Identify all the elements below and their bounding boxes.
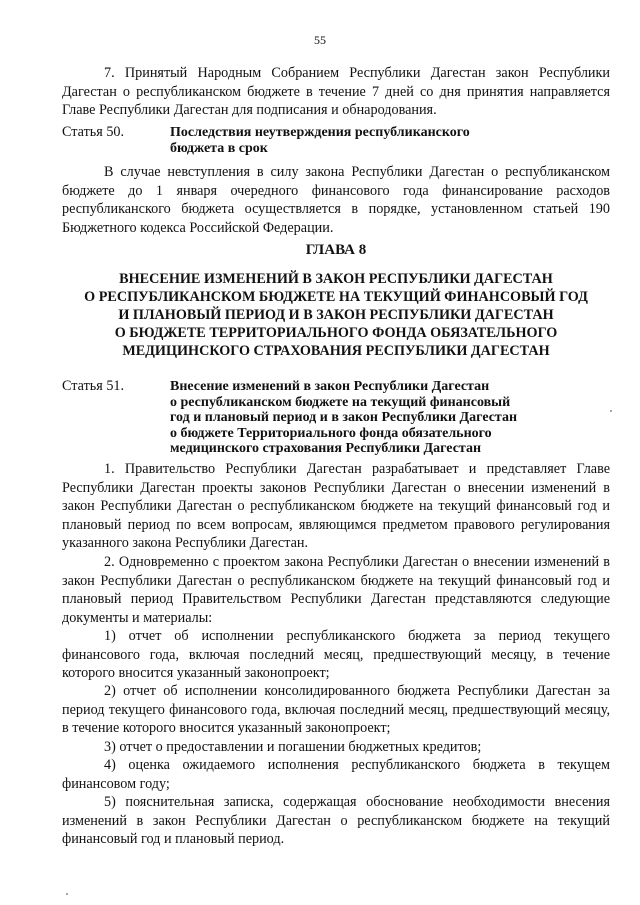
chapter-title-line: МЕДИЦИНСКОГО СТРАХОВАНИЯ РЕСПУБЛИКИ ДАГЕСТАН [122, 343, 550, 359]
article-51-heading [62, 377, 132, 396]
scan-speck [610, 410, 612, 412]
list-item-1: 1) отчет об исполнении республиканского бюджета за период текущего финансового года, включая последний месяц, предшествующий месяцу, в течение которого вносится указанный законопроект; [62, 628, 610, 681]
chapter-label: ГЛАВА 8 [305, 242, 367, 258]
list-item-3: 3) отчет о предоставлении и погашении бюджетных кредитов; [104, 739, 482, 755]
page-number: 55 [314, 33, 326, 47]
list-item-4: 4) оценка ожидаемого исполнения республиканского бюджета в текущем финансовом году; [62, 757, 610, 792]
chapter-title-line: ВНЕСЕНИЕ ИЗМЕНЕНИЙ В ЗАКОН РЕСПУБЛИКИ ДАГЕСТАН [119, 271, 553, 287]
paragraph-item-7: 7. Принятый Народным Собранием Республики Дагестан закон Республики Дагестан о республиканском бюджете в течение 7 дней со дня принятия направляется Главе Республики Дагестан для подписания и обнародования. [62, 65, 610, 118]
article-50-title-line: бюджета в срок [170, 140, 268, 156]
article-50-label: Статья 50. [62, 124, 125, 140]
article-50-heading [62, 123, 132, 142]
article-51-title-line: о бюджете Территориального фонда обязательного [170, 425, 492, 441]
article-51-title-line: год и плановый период и в закон Республики Дагестан [170, 410, 518, 425]
list-item-5: 5) пояснительная записка, содержащая обоснование необходимости внесения изменений в закон Республики Дагестан о республиканском бюджете на текущий финансовый год и плановый период. [62, 794, 610, 847]
article-50-title-line: Последствия неутверждения республиканского [170, 125, 470, 140]
article-51-title-line: Внесение изменений в закон Республики Дагестан [170, 379, 490, 394]
article-51-title-line: о республиканском бюджете на текущий финансовый [170, 394, 511, 410]
article-50-text: В случае невступления в силу закона Республики Дагестан о республиканском бюджете до 1 января очередного финансового года финансирование расходов республиканского бюджета осуществляется в порядке, установленном статьей 190 Бюджетного кодекса Российской Федерации. [62, 164, 610, 236]
article-50-title [170, 125, 470, 156]
article-51-title-line: медицинского страхования Республики Дагестан [170, 441, 482, 456]
article-51-paragraph-1: 1. Правительство Республики Дагестан разрабатывает и представляет Главе Республики Дагестан проекты законов Республики Дагестан о внесении изменений в закон Республики Дагестан о республиканском бюджете на текущий финансовый год и плановый период по всем вопросам, являющимся предметом правового регулирования указанного закона Республики Дагестан. [62, 461, 610, 551]
article-51-title [170, 379, 517, 457]
chapter-title [62, 270, 610, 360]
chapter-title-line: О РЕСПУБЛИКАНСКОМ БЮДЖЕТЕ НА ТЕКУЩИЙ ФИНАНСОВЫЙ ГОД [84, 289, 588, 305]
article-51-paragraph-2: 2. Одновременно с проектом закона Республики Дагестан о внесении изменений в закон Республики Дагестан о республиканском бюджете на текущий финансовый год и плановый период Правительством Республики Дагестан представляются следующие документы и материалы: [62, 554, 610, 626]
article-51-label: Статья 51. [62, 378, 125, 394]
list-item-2: 2) отчет об исполнении консолидированного бюджета Республики Дагестан за период текущего финансового года, включая последний месяц, предшествующий месяцу, в течение которого вносится указанный законопроект; [62, 683, 610, 736]
scan-speck [66, 893, 68, 895]
chapter-title-line: О БЮДЖЕТЕ ТЕРРИТОРИАЛЬНОГО ФОНДА ОБЯЗАТЕЛЬНОГО [114, 325, 558, 341]
chapter-title-line: И ПЛАНОВЫЙ ПЕРИОД И В ЗАКОН РЕСПУБЛИКИ ДАГЕСТАН [118, 307, 554, 323]
